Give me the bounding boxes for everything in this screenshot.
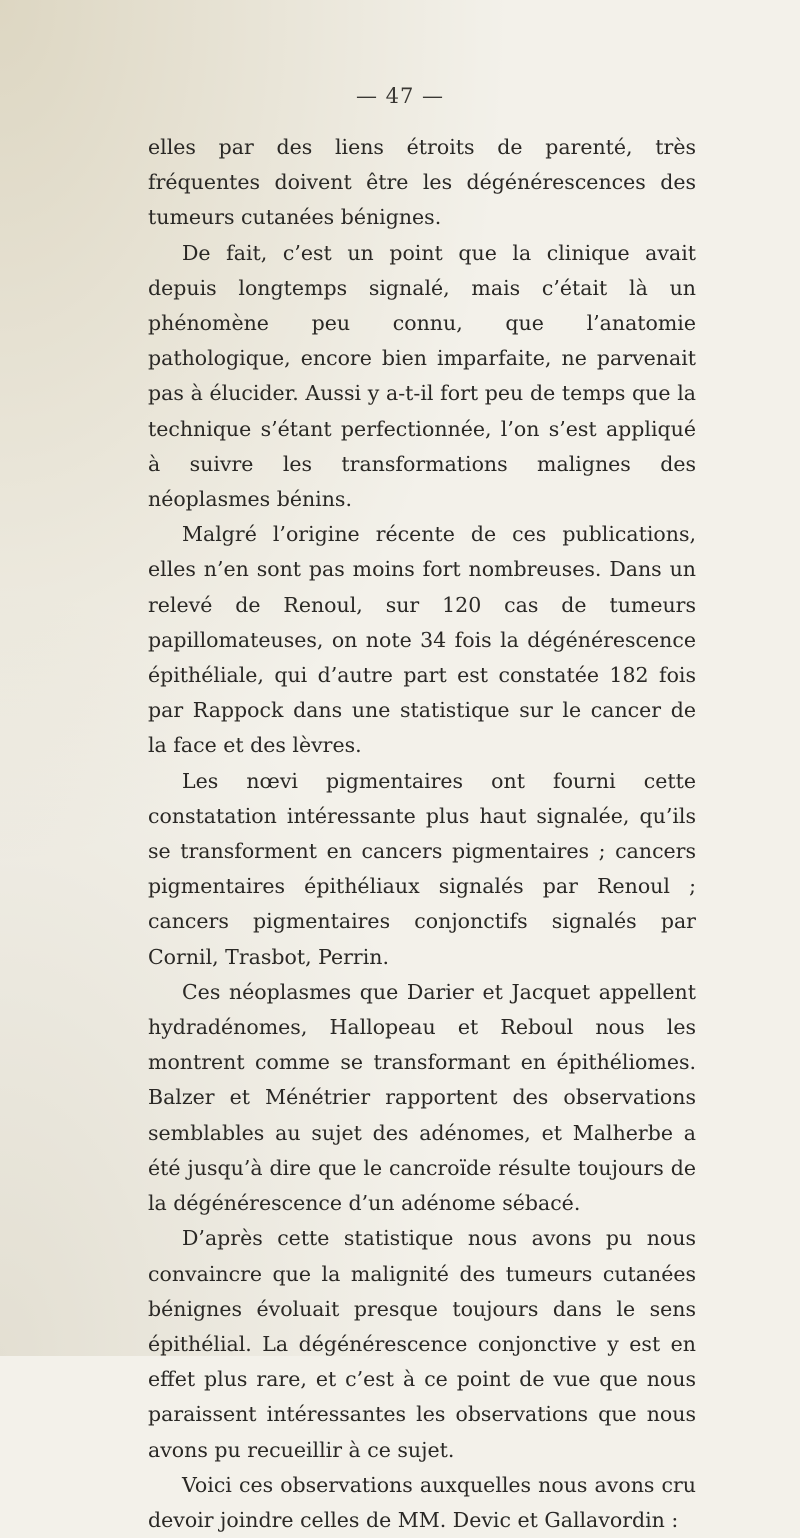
paragraph-statistics: D’après cette statistique nous avons pu nous convaincre que la malignité des tumeurs cutanées bénignes évoluait presque toujours dans le sens épithélial. La dégénérescence conjonctive y est en effet plus rare, et c’est à ce point de vue que nous paraissent intéressantes les observations que nous avons pu recueillir à ce sujet. <box>148 1226 696 1462</box>
body-text <box>148 130 696 1538</box>
paragraph-continuation: elles par des liens étroits de parenté, très fréquentes doivent être les dégénérescences des tumeurs cutanées bénignes. <box>148 135 696 230</box>
page-number: — 47 — <box>355 84 445 108</box>
paragraph-publications: Malgré l’origine récente de ces publications, elles n’en sont pas moins fort nombreuses. Dans un relevé de Renoul, sur 120 cas de tumeurs papillomateuses, on note 34 fois la dégénérescence épithéliale, qui d’autre part est constatée 182 fois par Rappock dans une statistique sur le cancer de la face et des lèvres. <box>148 522 696 758</box>
paragraph-observations: Voici ces observations auxquelles nous avons cru devoir joindre celles de MM. Devic et Gallavordin : <box>148 1472 696 1532</box>
paragraph-naevi: Les nœvi pigmentaires ont fourni cette constatation intéressante plus haut signalée, qu’ils se transforment en cancers pigmentaires ; cancers pigmentaires épithéliaux signalés par Renoul ; cancers pigmentaires conjonctifs signalés par Cornil, Trasbot, Perrin. <box>148 768 696 969</box>
paragraph-clinical-history: De fait, c’est un point que la clinique avait depuis longtemps signalé, mais c’était là un phénomène peu connu, que l’anatomie pathologique, encore bien imparfaite, ne parvenait pas à élucider. Aussi y a-t-il fort peu de temps que la technique s’étant perfectionnée, l’on s’est appliqué à suivre les transformations malignes des néoplasmes bénins. <box>148 240 696 512</box>
paragraph-neoplasms: Ces néoplasmes que Darier et Jacquet appellent hydradénomes, Hallopeau et Reboul nous les montrent comme se transformant en épithéliomes. Balzer et Ménétrier rapportent des observations semblables au sujet des adénomes, et Malherbe a été jusqu’à dire que le cancroïde résulte toujours de la dégénérescence d’un adénome sébacé. <box>148 979 696 1216</box>
